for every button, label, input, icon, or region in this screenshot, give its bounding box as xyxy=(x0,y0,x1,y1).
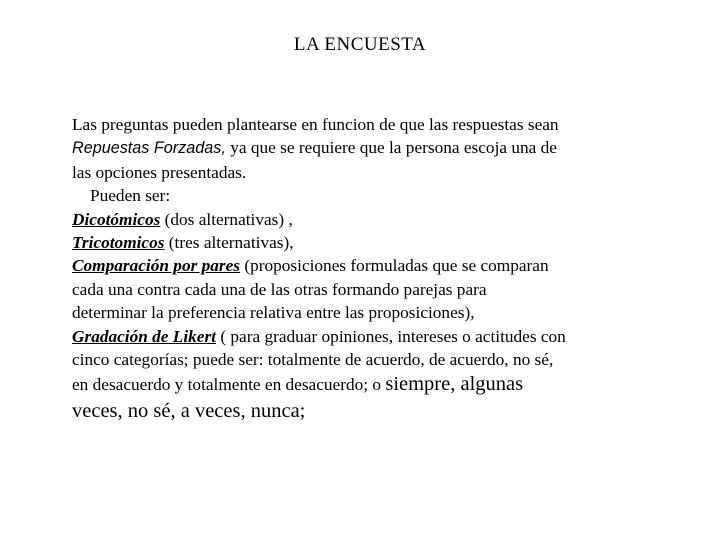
slide-title: LA ENCUESTA xyxy=(293,34,427,55)
likert-line-3-large: siempre, algunas xyxy=(385,373,524,396)
intro-line-2 xyxy=(72,136,672,160)
item-likert xyxy=(72,325,672,348)
item-desc: (tres alternativas), xyxy=(164,233,294,253)
item-tricotomicos xyxy=(72,231,672,254)
intro-line-3: las opciones presentadas. xyxy=(72,162,247,182)
likert-line-3-text: en desacuerdo y totalmente en desacuerdo; o xyxy=(72,375,386,395)
intro-line-1: Las preguntas pueden plantearse en funcion de que las respuestas sean xyxy=(72,115,559,134)
item-term: Comparación por pares xyxy=(72,256,241,276)
likert-line-4: veces, no sé, a veces, nunca; xyxy=(72,400,306,423)
item-term: Dicotómicos xyxy=(72,209,161,229)
likert-line-1: ( para graduar opiniones, intereses o actitudes con xyxy=(216,326,566,346)
intro-line-2-rest: ya que se requiere que la persona escoja una de xyxy=(225,138,557,158)
pueden-ser-label: Pueden ser: xyxy=(90,186,171,206)
item-term: Gradación de Likert xyxy=(72,326,216,346)
comparacion-line-3: determinar la preferencia relativa entre las proposiciones), xyxy=(72,303,475,323)
comparacion-line-2: cada una contra cada una de las otras formando parejas para xyxy=(72,279,487,299)
item-desc: (proposiciones formuladas que se comparan xyxy=(240,256,549,276)
item-term: Tricotomicos xyxy=(72,233,165,253)
body-text xyxy=(72,113,672,424)
item-comparacion xyxy=(72,254,672,277)
item-desc: (dos alternativas) , xyxy=(160,209,293,229)
likert-line-2: cinco categorías; puede ser: totalmente de acuerdo, de acuerdo, no sé, xyxy=(72,350,554,370)
item-dicotomicos xyxy=(72,208,672,231)
forced-responses-phrase: Repuestas Forzadas, xyxy=(72,139,226,158)
likert-line-3 xyxy=(72,371,672,398)
